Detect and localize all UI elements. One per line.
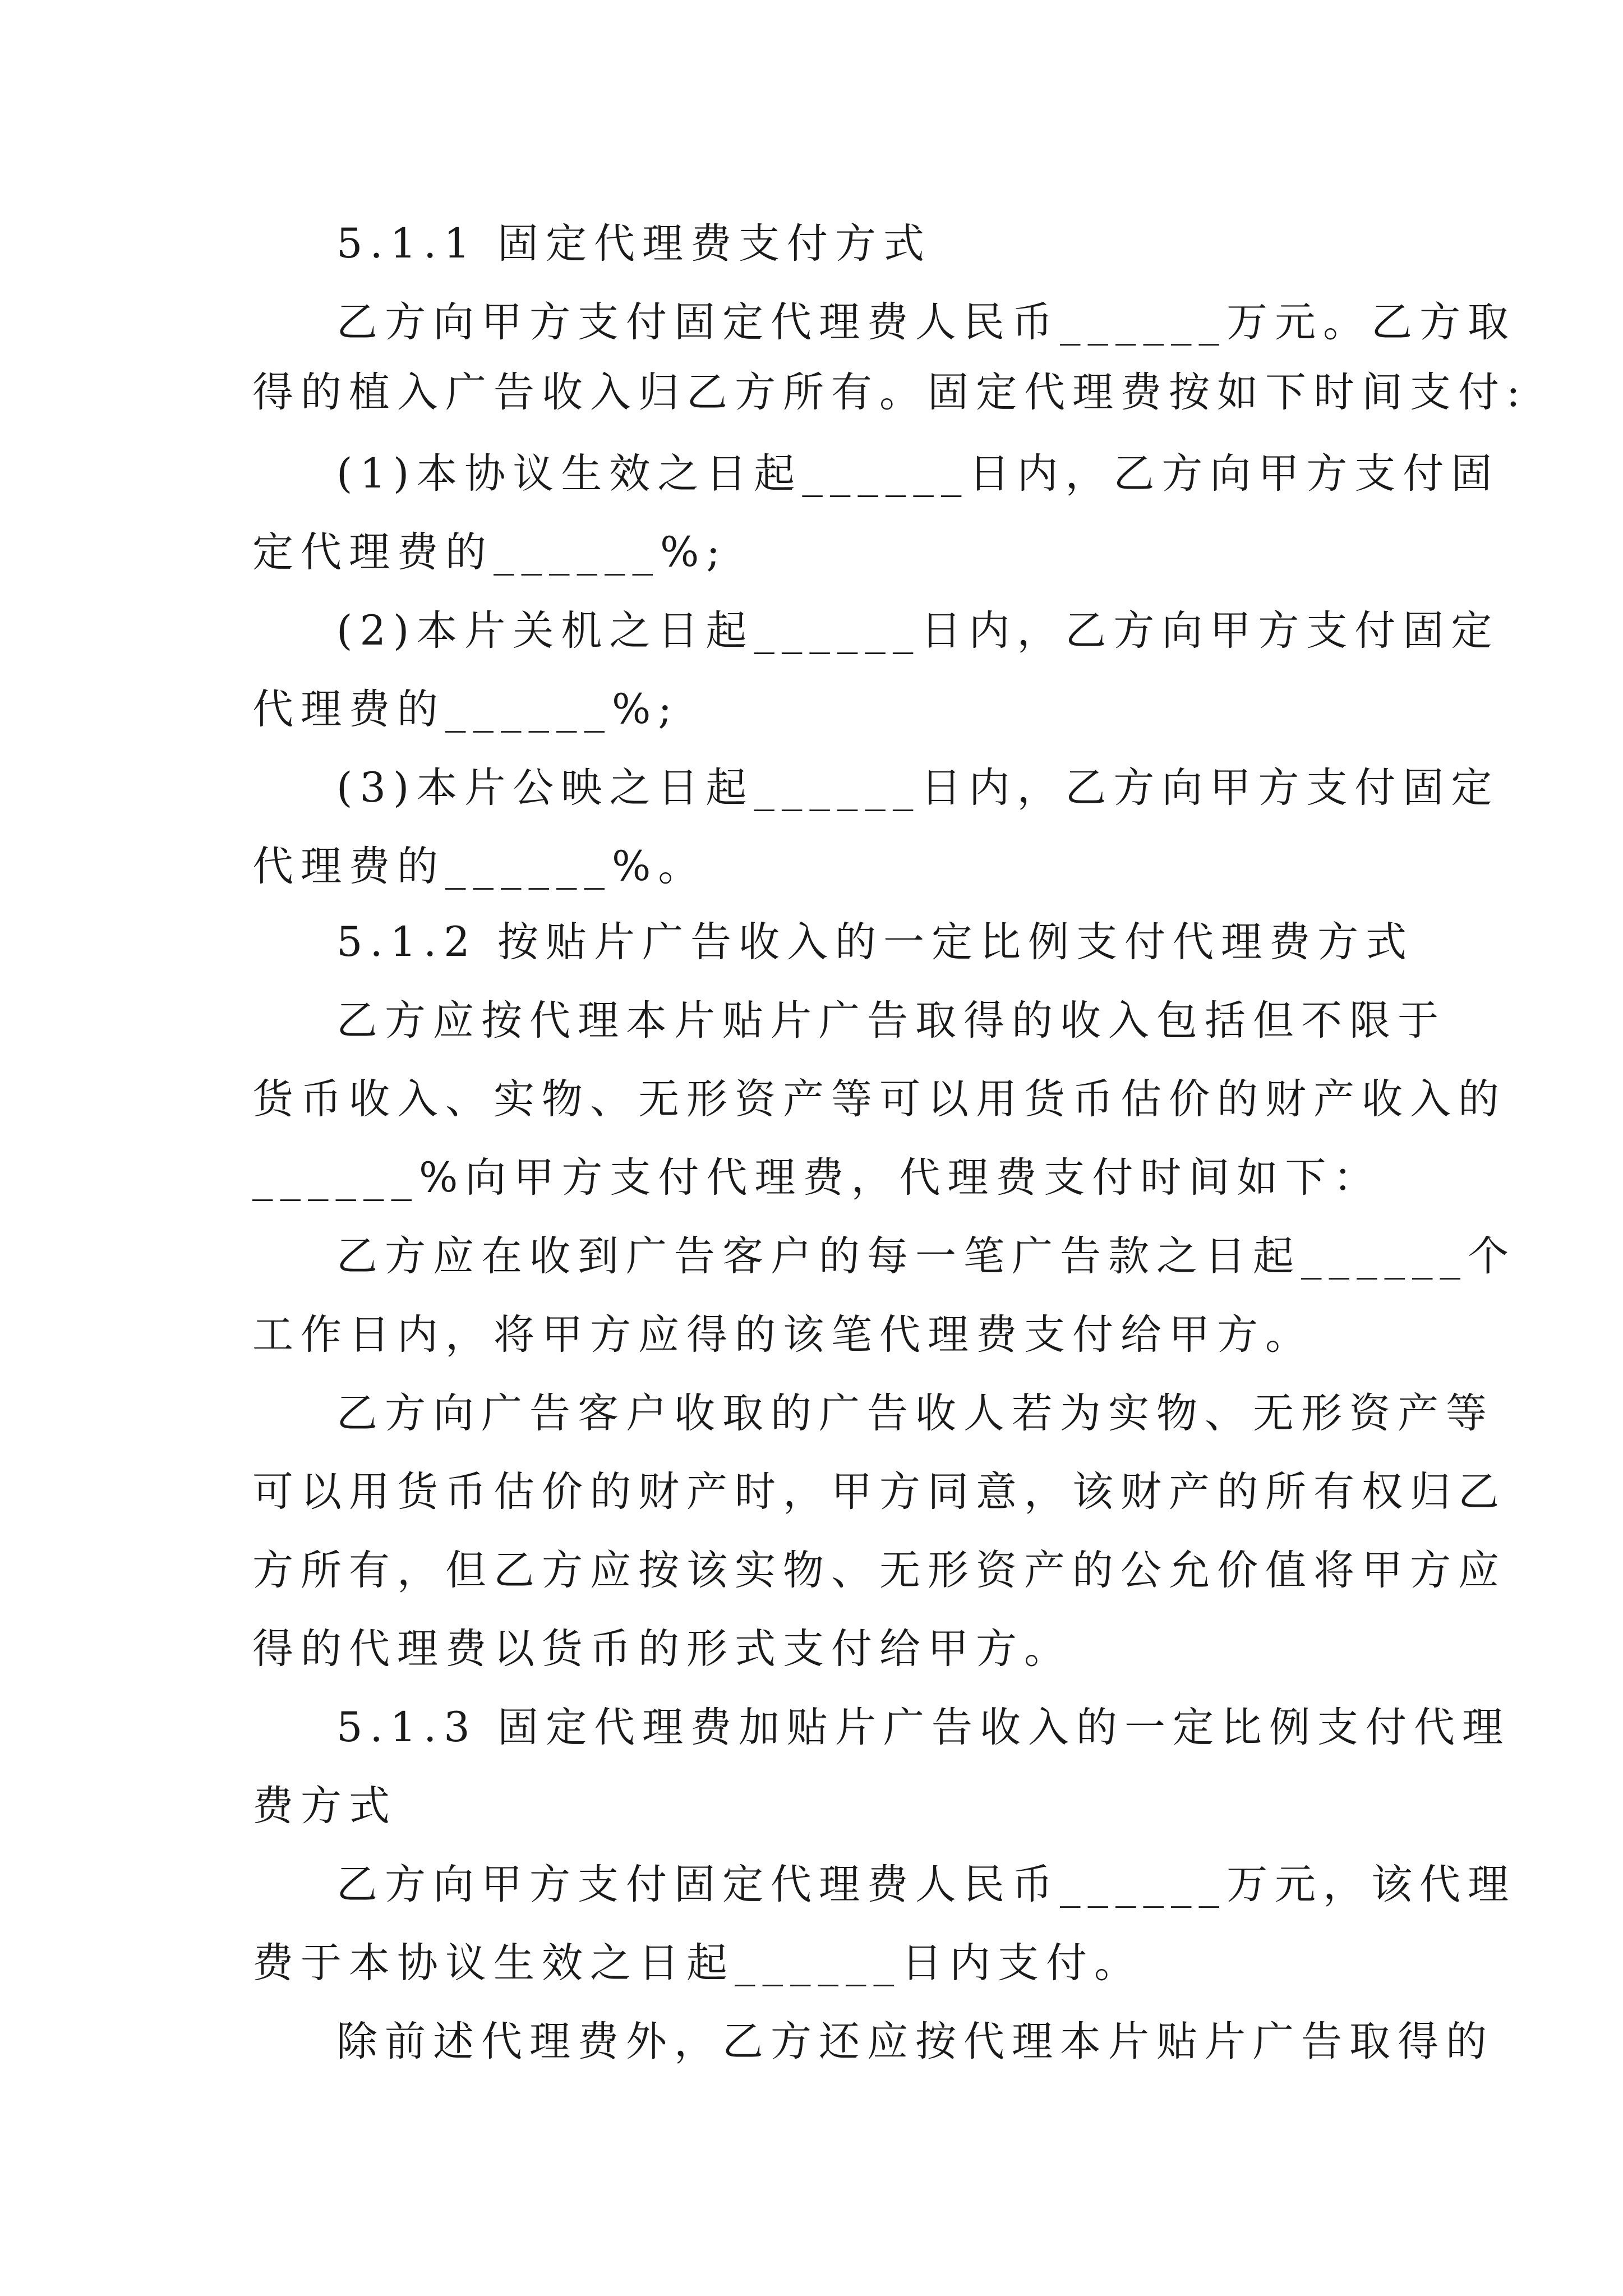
paragraph-line: 定代理费的______%; <box>252 528 727 576</box>
paragraph-line: 工作日内，将甲方应得的该笔代理费支付给甲方。 <box>252 1311 1313 1359</box>
paragraph-line: 乙方向广告客户收取的广告收人若为实物、无形资产等 <box>336 1389 1494 1437</box>
paragraph-line: (1)本协议生效之日起______日内，乙方向甲方支付固 <box>336 450 1500 498</box>
paragraph-line: 除前述代理费外，乙方还应按代理本片贴片广告取得的 <box>336 2018 1494 2065</box>
paragraph-line: 乙方向甲方支付固定代理费人民币______万元，该代理 <box>336 1861 1516 1908</box>
section-heading-5-1-2: 5.1.2 按贴片广告收入的一定比例支付代理费方式 <box>336 918 1414 966</box>
paragraph-line: 货币收入、实物、无形资产等可以用货币估价的财产收入的 <box>252 1075 1506 1123</box>
paragraph-line: 代理费的______%; <box>252 685 679 733</box>
section-heading-5-1-1: 5.1.1 固定代理费支付方式 <box>336 220 932 268</box>
paragraph-line: 方所有，但乙方应按该实物、无形资产的公允价值将甲方应 <box>252 1547 1506 1594</box>
paragraph-line: (2)本片关机之日起______日内，乙方向甲方支付固定 <box>336 607 1500 655</box>
section-heading-continuation: 费方式 <box>252 1782 397 1830</box>
paragraph-line: ______%向甲方支付代理费，代理费支付时间如下： <box>252 1154 1382 1202</box>
paragraph-line: 乙方应按代理本片贴片广告取得的收入包括但不限于 <box>336 997 1446 1045</box>
paragraph-line: 乙方应在收到广告客户的每一笔广告款之日起______个 <box>336 1232 1516 1280</box>
section-heading-5-1-3: 5.1.3 固定代理费加贴片广告收入的一定比例支付代理 <box>336 1704 1510 1751</box>
paragraph-line: 费于本协议生效之日起______日内支付。 <box>252 1939 1142 1987</box>
paragraph-line: 乙方向甲方支付固定代理费人民币______万元。乙方取 <box>336 298 1516 346</box>
paragraph-line: 代理费的______%。 <box>252 843 707 890</box>
paragraph-line: 可以用货币估价的财产时，甲方同意，该财产的所有权归乙 <box>252 1468 1506 1516</box>
paragraph-line: 得的代理费以货币的形式支付给甲方。 <box>252 1625 1072 1673</box>
paragraph-line: 得的植入广告收入归乙方所有。固定代理费按如下时间支付: <box>252 369 1528 416</box>
paragraph-line: (3)本片公映之日起______日内，乙方向甲方支付固定 <box>336 764 1500 812</box>
